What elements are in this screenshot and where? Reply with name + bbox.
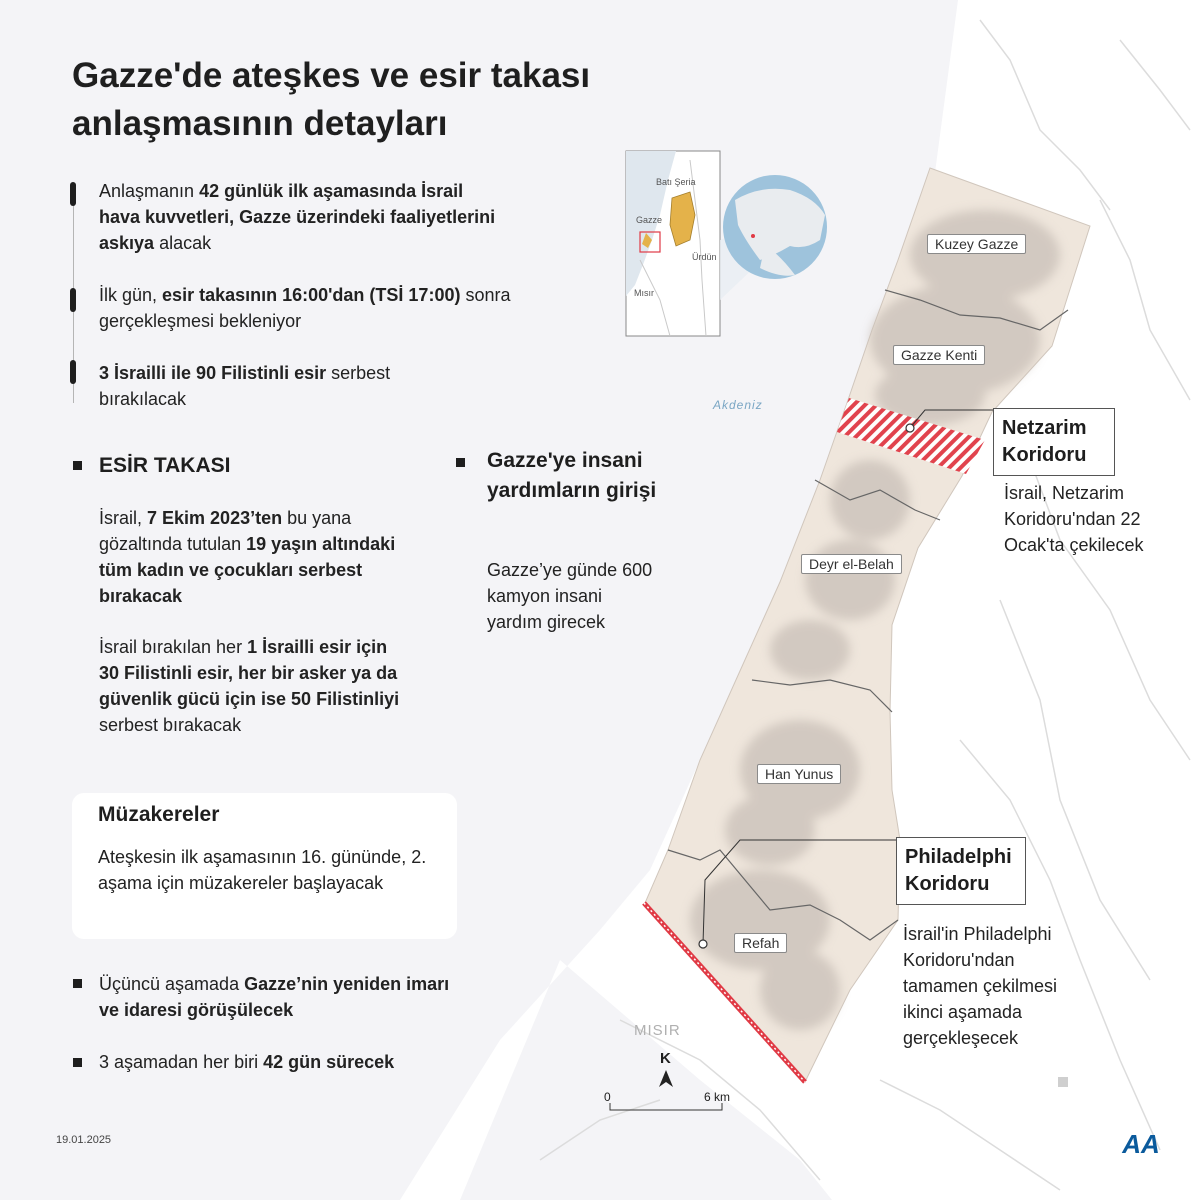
aa-logo: AA: [1122, 1128, 1160, 1159]
sea-label: Akdeniz: [713, 398, 763, 412]
north-label: K: [660, 1050, 671, 1067]
publish-date: 19.01.2025: [56, 1134, 112, 1146]
place-han-yunus: Han Yunus: [757, 764, 841, 784]
yardim-text: Gazze’ye günde 600 kamyon insani yardım girecek: [487, 560, 653, 632]
esir-takasi-title: ESİR TAKASI: [99, 454, 231, 477]
timeline-marker: [70, 360, 76, 384]
scale-bar: [610, 1103, 722, 1110]
place-deyr-el-belah: Deyr el-Belah: [801, 554, 902, 574]
bullet-reconstruction: Üçüncü aşamada Gazze’nin yeniden imarı ve idaresi görüşülecek: [99, 974, 450, 1020]
section-square-icon: [73, 979, 82, 988]
section-square-icon: [73, 461, 82, 470]
philadelphi-point: [699, 940, 707, 948]
scale-start: 0: [604, 1090, 611, 1104]
section-square-icon: [456, 458, 465, 467]
netzarim-text: İsrail, Netzarim Koridoru'ndan 22 Ocak'ta çekilecek: [1004, 483, 1144, 555]
bullet-exchange-time: İlk gün, esir takasının 16:00'dan (TSİ 17:00) sonra gerçekleşmesi bekleniyor: [99, 285, 511, 331]
inset-misir: Mısır: [634, 288, 654, 298]
north-arrow-icon: [659, 1070, 673, 1087]
place-kuzey-gazze: Kuzey Gazze: [927, 234, 1026, 254]
section-square-icon: [73, 1058, 82, 1067]
esir-takasi-p1: İsrail, 7 Ekim 2023’ten bu yana gözaltında tutulan 19 yaşın altındaki tüm kadın ve çocukları serbest bırakacak: [99, 508, 396, 606]
yardim-title: Gazze'ye insani yardımların girişi: [487, 449, 657, 502]
inset-urdun: Ürdün: [692, 252, 717, 262]
bullet-duration: 3 aşamadan her biri 42 gün sürecek: [99, 1052, 395, 1072]
place-gazze-kenti: Gazze Kenti: [893, 345, 985, 365]
bullet-prisoners: 3 İsrailli ile 90 Filistinli esir serbest bırakılacak: [99, 363, 391, 409]
esir-takasi-p2: İsrail bırakılan her 1 İsrailli esir için 30 Filistinli esir, her bir asker ya da güvenlik gücü için ise 50 Filistinliyi serbest bırakacak: [99, 637, 400, 735]
globe: [723, 175, 827, 279]
timeline-marker: [70, 182, 76, 206]
timeline-marker: [70, 288, 76, 312]
page-title: Gazze'de ateşkes ve esir takası anlaşmasının detayları: [72, 56, 591, 143]
bullet-air-operations: Anlaşmanın 42 günlük ilk aşamasında İsrail hava kuvvetleri, Gazze üzerindeki faaliyetlerini askıya alacak: [99, 181, 496, 253]
country-label: MISIR: [634, 1022, 681, 1039]
muzakereler-title: Müzakereler: [98, 803, 220, 826]
inset-bati-seria: Batı Şeria: [656, 177, 696, 187]
inset-gazze: Gazze: [636, 215, 663, 225]
netzarim-point: [906, 424, 914, 432]
philadelphi-label: Philadelphi Koridoru: [896, 837, 1026, 905]
muzakereler-text: Ateşkesin ilk aşamasının 16. gününde, 2. aşama için müzakereler başlayacak: [98, 847, 427, 893]
philadelphi-text: İsrail'in Philadelphi Koridoru'ndan tamamen çekilmesi ikinci aşamada gerçekleşecek: [903, 924, 1058, 1048]
place-refah: Refah: [734, 933, 787, 953]
netzarim-label: Netzarim Koridoru: [993, 408, 1115, 476]
scale-end: 6 km: [704, 1090, 731, 1104]
